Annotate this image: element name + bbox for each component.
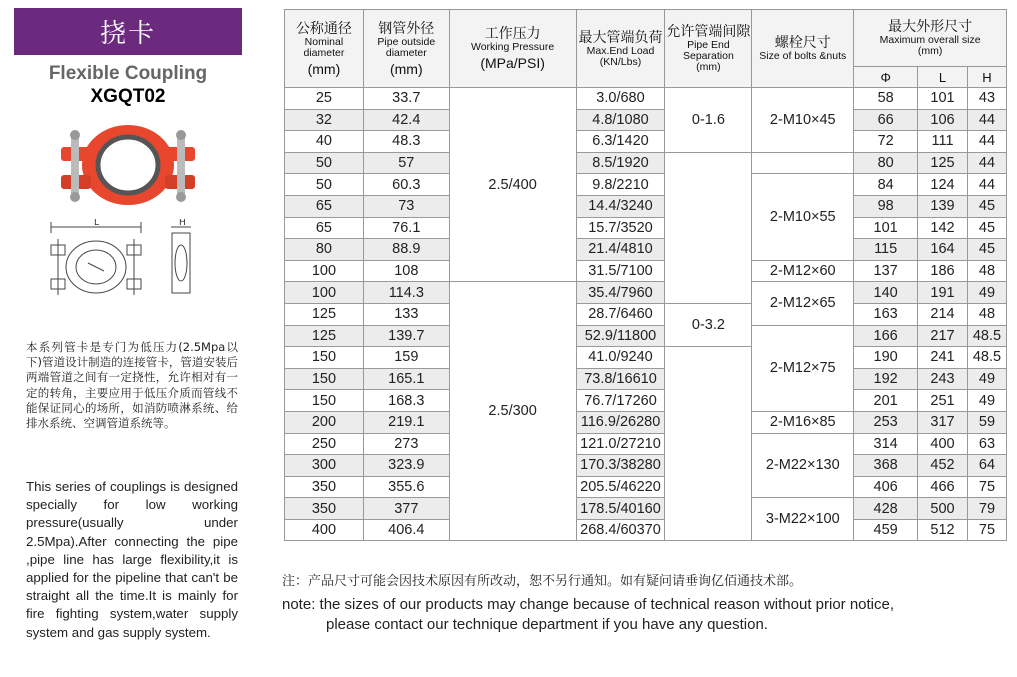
table-row: [285, 88, 1007, 110]
cell-h: 45: [967, 239, 1006, 261]
cell-phi: 84: [854, 174, 918, 196]
cell-phi: 80: [854, 152, 918, 174]
cell-phi: 72: [854, 131, 918, 153]
cell-separation: [665, 152, 752, 303]
table-row: [285, 390, 1007, 412]
cell-outside: 168.3: [363, 390, 449, 412]
cell-h: 75: [967, 519, 1006, 541]
table-row: [285, 433, 1007, 455]
cell-load: 31.5/7100: [576, 260, 665, 282]
header-outside-diameter: 钢管外径 Pipe outside diameter (mm): [363, 10, 449, 88]
table-row: [285, 368, 1007, 390]
cell-h: 79: [967, 498, 1006, 520]
cell-load: 116.9/26280: [576, 411, 665, 433]
cell-outside: 165.1: [363, 368, 449, 390]
cell-h: 43: [967, 88, 1006, 110]
cell-outside: 76.1: [363, 217, 449, 239]
cell-l: 512: [918, 519, 968, 541]
cell-h: 49: [967, 282, 1006, 304]
cell-nominal: 125: [285, 303, 364, 325]
header-max-end-load: 最大管端负荷 Max.End Load (KN/Lbs): [576, 10, 665, 88]
header-end-separation: 允许管端间隙 Pipe End Separation (mm): [665, 10, 752, 88]
cell-load: 4.8/1080: [576, 109, 665, 131]
header-bolts: 螺栓尺寸 Size of bolts &nuts: [752, 10, 854, 88]
cell-phi: 192: [854, 368, 918, 390]
note-en-line1: note: the sizes of our products may change because of technical reason without prior notice,: [282, 596, 895, 613]
cell-outside: 33.7: [363, 88, 449, 110]
cell-outside: 133: [363, 303, 449, 325]
cell-bolts: 2-M22×130: [752, 433, 854, 498]
cell-outside: 355.6: [363, 476, 449, 498]
cell-outside: 406.4: [363, 519, 449, 541]
cell-phi: 66: [854, 109, 918, 131]
table-row: [285, 131, 1007, 153]
cell-bolts: 3-M22×100: [752, 498, 854, 541]
cell-separation: [665, 347, 752, 541]
table-row: [285, 109, 1007, 131]
cell-nominal: 32: [285, 109, 364, 131]
cell-nominal: 150: [285, 390, 364, 412]
header-nominal: 公称通径 Nominal diameter (mm): [285, 10, 364, 88]
table-row: [285, 239, 1007, 261]
cell-l: 101: [918, 88, 968, 110]
cell-load: 41.0/9240: [576, 347, 665, 369]
cell-pressure: 2.5/300: [449, 282, 576, 541]
cell-nominal: 125: [285, 325, 364, 347]
cell-outside: 60.3: [363, 174, 449, 196]
cell-outside: 139.7: [363, 325, 449, 347]
cell-separation: 0-1.6: [665, 88, 752, 153]
cell-outside: 88.9: [363, 239, 449, 261]
cell-l: 243: [918, 368, 968, 390]
drawing-label-l: L: [94, 219, 100, 228]
cell-l: 251: [918, 390, 968, 412]
table-row: [285, 217, 1007, 239]
table-row: [285, 303, 1007, 325]
cell-outside: 323.9: [363, 455, 449, 477]
cell-phi: 137: [854, 260, 918, 282]
cell-load: 178.5/40160: [576, 498, 665, 520]
table-row: [285, 411, 1007, 433]
cell-h: 59: [967, 411, 1006, 433]
cell-bolts: 2-M10×45: [752, 88, 854, 153]
cell-outside: 42.4: [363, 109, 449, 131]
cell-outside: 219.1: [363, 411, 449, 433]
cell-l: 241: [918, 347, 968, 369]
cell-phi: 98: [854, 195, 918, 217]
table-row: [285, 347, 1007, 369]
cell-bolts: 2-M10×55: [752, 174, 854, 260]
cell-h: 48: [967, 303, 1006, 325]
cell-nominal: 350: [285, 498, 364, 520]
cell-load: 268.4/60370: [576, 519, 665, 541]
cell-l: 111: [918, 131, 968, 153]
table-row: [285, 455, 1007, 477]
cell-nominal: 50: [285, 152, 364, 174]
table-row: [285, 282, 1007, 304]
cell-l: 186: [918, 260, 968, 282]
cell-load: 76.7/17260: [576, 390, 665, 412]
cell-nominal: 40: [285, 131, 364, 153]
cell-phi: 101: [854, 217, 918, 239]
subheader-phi: Φ: [854, 67, 918, 88]
cell-outside: 159: [363, 347, 449, 369]
product-title-en: Flexible Coupling: [48, 63, 208, 84]
cell-nominal: 250: [285, 433, 364, 455]
cell-outside: 273: [363, 433, 449, 455]
cell-load: 205.5/46220: [576, 476, 665, 498]
cell-nominal: 65: [285, 195, 364, 217]
cell-bolts: 2-M12×65: [752, 282, 854, 325]
cell-h: 44: [967, 152, 1006, 174]
drawing-label-h: H: [179, 219, 186, 228]
cell-l: 125: [918, 152, 968, 174]
cell-load: 21.4/4810: [576, 239, 665, 261]
dimension-drawing: [46, 219, 206, 299]
cell-l: 214: [918, 303, 968, 325]
cell-separation: 0-3.2: [665, 303, 752, 346]
cell-phi: 166: [854, 325, 918, 347]
cell-phi: 58: [854, 88, 918, 110]
cell-phi: 140: [854, 282, 918, 304]
table-row: [285, 498, 1007, 520]
cell-bolts: 2-M12×60: [752, 260, 854, 282]
cell-load: 14.4/3240: [576, 195, 665, 217]
cell-load: 28.7/6460: [576, 303, 665, 325]
cell-bolts: 2-M16×85: [752, 411, 854, 433]
cell-phi: 314: [854, 433, 918, 455]
table-row: [285, 476, 1007, 498]
cell-nominal: 350: [285, 476, 364, 498]
cell-l: 124: [918, 174, 968, 196]
note-cn: 注：产品尺寸可能会因技术原因有所改动，恕不另行通知。如有疑问请垂询亿佰通技术部。: [282, 574, 803, 589]
cell-h: 45: [967, 195, 1006, 217]
cell-nominal: 150: [285, 347, 364, 369]
cell-phi: 368: [854, 455, 918, 477]
coupling-photo: [53, 113, 203, 213]
cell-l: 466: [918, 476, 968, 498]
cell-bolts: [752, 152, 854, 174]
cell-l: 400: [918, 433, 968, 455]
cell-h: 48.5: [967, 347, 1006, 369]
cell-load: 121.0/27210: [576, 433, 665, 455]
table-row: [285, 519, 1007, 541]
table-row: [285, 260, 1007, 282]
cell-h: 45: [967, 217, 1006, 239]
cell-load: 73.8/16610: [576, 368, 665, 390]
cell-l: 139: [918, 195, 968, 217]
header-working-pressure: 工作压力 Working Pressure (MPa/PSI): [449, 10, 576, 88]
cell-nominal: 100: [285, 260, 364, 282]
cell-phi: 190: [854, 347, 918, 369]
table-row: [285, 325, 1007, 347]
cell-load: 170.3/38280: [576, 455, 665, 477]
cell-nominal: 100: [285, 282, 364, 304]
cell-nominal: 50: [285, 174, 364, 196]
header-overall-size: 最大外形尺寸 Maximum overall size (mm): [854, 10, 1007, 67]
cell-load: 3.0/680: [576, 88, 665, 110]
cell-nominal: 80: [285, 239, 364, 261]
subheader-h: H: [967, 67, 1006, 88]
description-en: This series of couplings is designed specially for low working pressure(usually under 2.5Mpa).After connecting the pipe ,pipe line has large flexibility,it is applied for the pipeline that can't be straight all the time.It is mainly for fire fighting system,water supply system and gas supply system.: [26, 479, 238, 640]
cell-l: 106: [918, 109, 968, 131]
cell-nominal: 200: [285, 411, 364, 433]
cell-h: 44: [967, 109, 1006, 131]
table-row: [285, 152, 1007, 174]
cell-h: 48: [967, 260, 1006, 282]
spec-table: [284, 9, 1007, 541]
cell-outside: 114.3: [363, 282, 449, 304]
cell-outside: 73: [363, 195, 449, 217]
cell-outside: 108: [363, 260, 449, 282]
cell-l: 164: [918, 239, 968, 261]
cell-load: 15.7/3520: [576, 217, 665, 239]
cell-l: 142: [918, 217, 968, 239]
cell-load: 8.5/1920: [576, 152, 665, 174]
cell-phi: 406: [854, 476, 918, 498]
cell-phi: 428: [854, 498, 918, 520]
cell-l: 317: [918, 411, 968, 433]
cell-bolts: 2-M12×75: [752, 325, 854, 411]
cell-load: 6.3/1420: [576, 131, 665, 153]
cell-phi: 115: [854, 239, 918, 261]
cell-phi: 201: [854, 390, 918, 412]
cell-h: 75: [967, 476, 1006, 498]
table-row: [285, 195, 1007, 217]
cell-load: 35.4/7960: [576, 282, 665, 304]
cell-h: 64: [967, 455, 1006, 477]
cell-pressure: 2.5/400: [449, 88, 576, 282]
cell-load: 52.9/11800: [576, 325, 665, 347]
cell-h: 49: [967, 368, 1006, 390]
note-en-line2: please contact our technique department if you have any question.: [326, 616, 768, 633]
cell-h: 49: [967, 390, 1006, 412]
product-panel: [14, 8, 242, 299]
product-title-cn: 挠卡: [14, 8, 242, 55]
cell-phi: 253: [854, 411, 918, 433]
product-model: XGQT02: [90, 86, 166, 107]
cell-l: 452: [918, 455, 968, 477]
cell-outside: 377: [363, 498, 449, 520]
cell-h: 48.5: [967, 325, 1006, 347]
cell-nominal: 300: [285, 455, 364, 477]
cell-h: 44: [967, 174, 1006, 196]
cell-nominal: 65: [285, 217, 364, 239]
cell-l: 191: [918, 282, 968, 304]
cell-outside: 48.3: [363, 131, 449, 153]
cell-l: 500: [918, 498, 968, 520]
cell-h: 63: [967, 433, 1006, 455]
cell-nominal: 150: [285, 368, 364, 390]
cell-nominal: 25: [285, 88, 364, 110]
cell-phi: 459: [854, 519, 918, 541]
table-row: [285, 174, 1007, 196]
cell-load: 9.8/2210: [576, 174, 665, 196]
cell-l: 217: [918, 325, 968, 347]
cell-outside: 57: [363, 152, 449, 174]
cell-nominal: 400: [285, 519, 364, 541]
description-cn: 本系列管卡是专门为低压力(2.5Mpa以下)管道设计制造的连接管卡，管道安装后两端管道之间有一定挠性，允许相对有一定的转角，主要应用于低压介质而管线不能保证同心的场所，如消防喷淋系统、给排水系统、空调管道系统等。: [26, 340, 238, 431]
subheader-l: L: [918, 67, 968, 88]
cell-phi: 163: [854, 303, 918, 325]
cell-h: 44: [967, 131, 1006, 153]
